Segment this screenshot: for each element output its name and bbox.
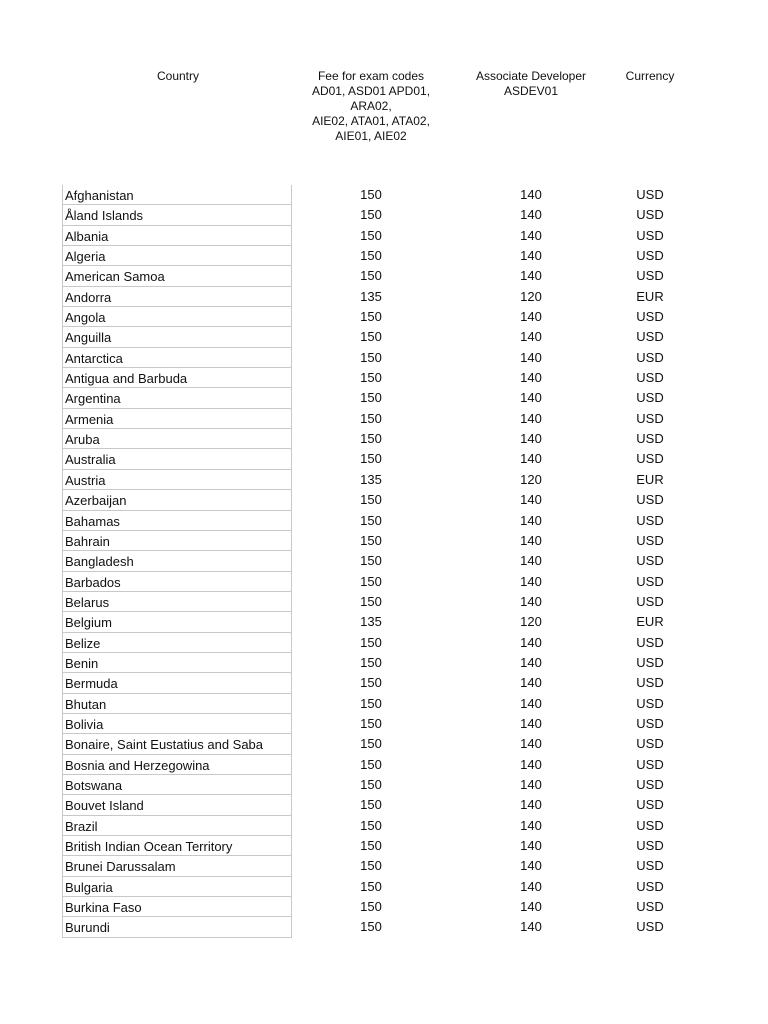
associate-developer-fee-cell: 140 xyxy=(520,919,542,935)
table-row xyxy=(0,734,768,754)
currency-cell: USD xyxy=(636,878,664,894)
table-row xyxy=(0,368,768,388)
associate-developer-fee-cell: 140 xyxy=(520,187,542,202)
currency-cell: USD xyxy=(636,654,664,670)
country-cell: Antarctica xyxy=(62,348,292,368)
table-row xyxy=(0,775,768,795)
currency-cell: USD xyxy=(636,390,664,406)
country-cell: Bhutan xyxy=(62,694,292,714)
country-cell: American Samoa xyxy=(62,266,292,286)
country-cell: Bonaire, Saint Eustatius and Saba xyxy=(62,734,292,754)
fee-cell: 150 xyxy=(360,776,382,792)
table-row xyxy=(0,205,768,225)
country-cell: British Indian Ocean Territory xyxy=(62,836,292,856)
associate-developer-fee-cell: 140 xyxy=(520,878,542,894)
table-row xyxy=(0,327,768,347)
country-cell: Australia xyxy=(62,449,292,469)
fee-cell: 150 xyxy=(360,207,382,223)
table-row xyxy=(0,816,768,836)
currency-cell: USD xyxy=(636,309,664,325)
associate-developer-fee-cell: 140 xyxy=(520,390,542,406)
fee-cell: 150 xyxy=(360,431,382,447)
fee-cell: 150 xyxy=(360,919,382,935)
country-cell: Argentina xyxy=(62,388,292,408)
associate-developer-fee-cell: 140 xyxy=(520,736,542,752)
associate-developer-fee-cell: 140 xyxy=(520,451,542,467)
header-associate-developer: Associate Developer ASDEV01 xyxy=(475,69,587,98)
fee-cell: 150 xyxy=(360,349,382,365)
associate-developer-fee-cell: 140 xyxy=(520,817,542,833)
currency-cell: USD xyxy=(636,593,664,609)
country-cell: Andorra xyxy=(62,287,292,307)
associate-developer-fee-cell: 140 xyxy=(520,675,542,691)
fee-cell: 150 xyxy=(360,797,382,813)
fee-cell: 150 xyxy=(360,187,382,202)
associate-developer-fee-cell: 140 xyxy=(520,248,542,264)
currency-cell: USD xyxy=(636,512,664,528)
country-cell: Albania xyxy=(62,226,292,246)
currency-cell: USD xyxy=(636,899,664,915)
table-row xyxy=(0,795,768,815)
table-row xyxy=(0,348,768,368)
associate-developer-fee-cell: 140 xyxy=(520,593,542,609)
currency-cell: USD xyxy=(636,370,664,386)
table-row xyxy=(0,511,768,531)
country-cell: Algeria xyxy=(62,246,292,266)
country-cell: Burkina Faso xyxy=(62,897,292,917)
associate-developer-fee-cell: 140 xyxy=(520,553,542,569)
associate-developer-fee-cell: 140 xyxy=(520,309,542,325)
associate-developer-fee-cell: 140 xyxy=(520,715,542,731)
fee-table-body xyxy=(0,185,768,938)
table-row xyxy=(0,836,768,856)
country-cell: Armenia xyxy=(62,409,292,429)
fee-cell: 150 xyxy=(360,736,382,752)
fee-cell: 150 xyxy=(360,675,382,691)
associate-developer-fee-cell: 140 xyxy=(520,370,542,386)
fee-cell: 150 xyxy=(360,858,382,874)
fee-cell: 150 xyxy=(360,492,382,508)
fee-cell: 150 xyxy=(360,634,382,650)
country-cell: Bosnia and Herzegowina xyxy=(62,755,292,775)
country-cell: Bahrain xyxy=(62,531,292,551)
table-row xyxy=(0,449,768,469)
associate-developer-fee-cell: 140 xyxy=(520,268,542,284)
country-cell: Belarus xyxy=(62,592,292,612)
associate-developer-fee-cell: 140 xyxy=(520,512,542,528)
currency-cell: USD xyxy=(636,207,664,223)
country-cell: Bangladesh xyxy=(62,551,292,571)
fee-cell: 150 xyxy=(360,248,382,264)
fee-cell: 150 xyxy=(360,390,382,406)
table-row xyxy=(0,917,768,937)
currency-cell: USD xyxy=(636,573,664,589)
associate-developer-fee-cell: 140 xyxy=(520,797,542,813)
table-row xyxy=(0,531,768,551)
currency-cell: USD xyxy=(636,919,664,935)
associate-developer-fee-cell: 140 xyxy=(520,776,542,792)
fee-cell: 150 xyxy=(360,268,382,284)
associate-developer-fee-cell: 140 xyxy=(520,858,542,874)
table-row xyxy=(0,755,768,775)
country-cell: Belize xyxy=(62,633,292,653)
currency-cell: USD xyxy=(636,187,664,202)
fee-cell: 150 xyxy=(360,553,382,569)
currency-cell: USD xyxy=(636,817,664,833)
country-cell: Bulgaria xyxy=(62,877,292,897)
currency-cell: USD xyxy=(636,797,664,813)
currency-cell: USD xyxy=(636,634,664,650)
table-row xyxy=(0,470,768,490)
fee-cell: 150 xyxy=(360,532,382,548)
fee-cell: 150 xyxy=(360,593,382,609)
associate-developer-fee-cell: 140 xyxy=(520,431,542,447)
country-cell: Aruba xyxy=(62,429,292,449)
country-cell: Azerbaijan xyxy=(62,490,292,510)
header-country: Country xyxy=(156,69,200,83)
currency-cell: USD xyxy=(636,451,664,467)
currency-cell: USD xyxy=(636,431,664,447)
currency-cell: USD xyxy=(636,227,664,243)
currency-cell: EUR xyxy=(636,471,664,487)
country-cell: Austria xyxy=(62,470,292,490)
table-row xyxy=(0,694,768,714)
associate-developer-fee-cell: 140 xyxy=(520,899,542,915)
currency-cell: USD xyxy=(636,349,664,365)
table-row xyxy=(0,388,768,408)
country-cell: Åland Islands xyxy=(62,205,292,225)
fee-cell: 135 xyxy=(360,288,382,304)
fee-cell: 150 xyxy=(360,227,382,243)
associate-developer-fee-cell: 140 xyxy=(520,492,542,508)
associate-developer-fee-cell: 140 xyxy=(520,573,542,589)
country-cell: Bermuda xyxy=(62,673,292,693)
fee-cell: 150 xyxy=(360,451,382,467)
currency-cell: USD xyxy=(636,329,664,345)
fee-cell: 150 xyxy=(360,878,382,894)
currency-cell: USD xyxy=(636,410,664,426)
fee-cell: 150 xyxy=(360,654,382,670)
header-currency: Currency xyxy=(625,69,675,83)
header-fee-exam-codes: Fee for exam codes AD01, ASD01 APD01, ARA02, AIE02, ATA01, ATA02, AIE01, AIE02 xyxy=(311,69,431,143)
associate-developer-fee-cell: 140 xyxy=(520,207,542,223)
currency-cell: USD xyxy=(636,675,664,691)
currency-cell: USD xyxy=(636,532,664,548)
country-cell: Afghanistan xyxy=(62,185,292,205)
table-row xyxy=(0,409,768,429)
fee-cell: 150 xyxy=(360,329,382,345)
table-row xyxy=(0,490,768,510)
fee-cell: 150 xyxy=(360,573,382,589)
associate-developer-fee-cell: 120 xyxy=(520,288,542,304)
table-row xyxy=(0,612,768,632)
associate-developer-fee-cell: 140 xyxy=(520,654,542,670)
table-row xyxy=(0,429,768,449)
table-row xyxy=(0,897,768,917)
fee-cell: 150 xyxy=(360,899,382,915)
currency-cell: USD xyxy=(636,492,664,508)
country-cell: Bolivia xyxy=(62,714,292,734)
currency-cell: USD xyxy=(636,695,664,711)
associate-developer-fee-cell: 140 xyxy=(520,695,542,711)
table-row xyxy=(0,246,768,266)
associate-developer-fee-cell: 120 xyxy=(520,614,542,630)
fee-cell: 150 xyxy=(360,756,382,772)
table-row xyxy=(0,714,768,734)
country-cell: Anguilla xyxy=(62,327,292,347)
country-cell: Brunei Darussalam xyxy=(62,856,292,876)
fee-cell: 150 xyxy=(360,838,382,853)
table-row xyxy=(0,673,768,693)
table-row xyxy=(0,592,768,612)
fee-cell: 135 xyxy=(360,614,382,630)
table-row xyxy=(0,266,768,286)
currency-cell: USD xyxy=(636,756,664,772)
currency-cell: EUR xyxy=(636,614,664,630)
country-cell: Bahamas xyxy=(62,511,292,531)
associate-developer-fee-cell: 140 xyxy=(520,532,542,548)
currency-cell: USD xyxy=(636,838,664,853)
currency-cell: USD xyxy=(636,736,664,752)
fee-cell: 150 xyxy=(360,370,382,386)
currency-cell: USD xyxy=(636,715,664,731)
country-cell: Barbados xyxy=(62,572,292,592)
associate-developer-fee-cell: 140 xyxy=(520,227,542,243)
associate-developer-fee-cell: 140 xyxy=(520,634,542,650)
currency-cell: USD xyxy=(636,858,664,874)
table-row xyxy=(0,877,768,897)
table-row xyxy=(0,307,768,327)
associate-developer-fee-cell: 120 xyxy=(520,471,542,487)
country-cell: Botswana xyxy=(62,775,292,795)
country-cell: Benin xyxy=(62,653,292,673)
currency-cell: EUR xyxy=(636,288,664,304)
fee-cell: 150 xyxy=(360,309,382,325)
fee-cell: 150 xyxy=(360,512,382,528)
country-cell: Angola xyxy=(62,307,292,327)
associate-developer-fee-cell: 140 xyxy=(520,838,542,853)
country-cell: Brazil xyxy=(62,816,292,836)
currency-cell: USD xyxy=(636,248,664,264)
fee-cell: 150 xyxy=(360,695,382,711)
country-cell: Belgium xyxy=(62,612,292,632)
table-row xyxy=(0,551,768,571)
country-cell: Burundi xyxy=(62,917,292,937)
fee-cell: 150 xyxy=(360,715,382,731)
associate-developer-fee-cell: 140 xyxy=(520,349,542,365)
fee-cell: 135 xyxy=(360,471,382,487)
currency-cell: USD xyxy=(636,553,664,569)
country-cell: Antigua and Barbuda xyxy=(62,368,292,388)
table-row xyxy=(0,226,768,246)
associate-developer-fee-cell: 140 xyxy=(520,410,542,426)
currency-cell: USD xyxy=(636,776,664,792)
table-row xyxy=(0,185,768,205)
fee-cell: 150 xyxy=(360,817,382,833)
table-row xyxy=(0,287,768,307)
associate-developer-fee-cell: 140 xyxy=(520,329,542,345)
table-row xyxy=(0,572,768,592)
associate-developer-fee-cell: 140 xyxy=(520,756,542,772)
table-row xyxy=(0,856,768,876)
table-row xyxy=(0,633,768,653)
currency-cell: USD xyxy=(636,268,664,284)
table-row xyxy=(0,653,768,673)
country-cell: Bouvet Island xyxy=(62,795,292,815)
fee-cell: 150 xyxy=(360,410,382,426)
